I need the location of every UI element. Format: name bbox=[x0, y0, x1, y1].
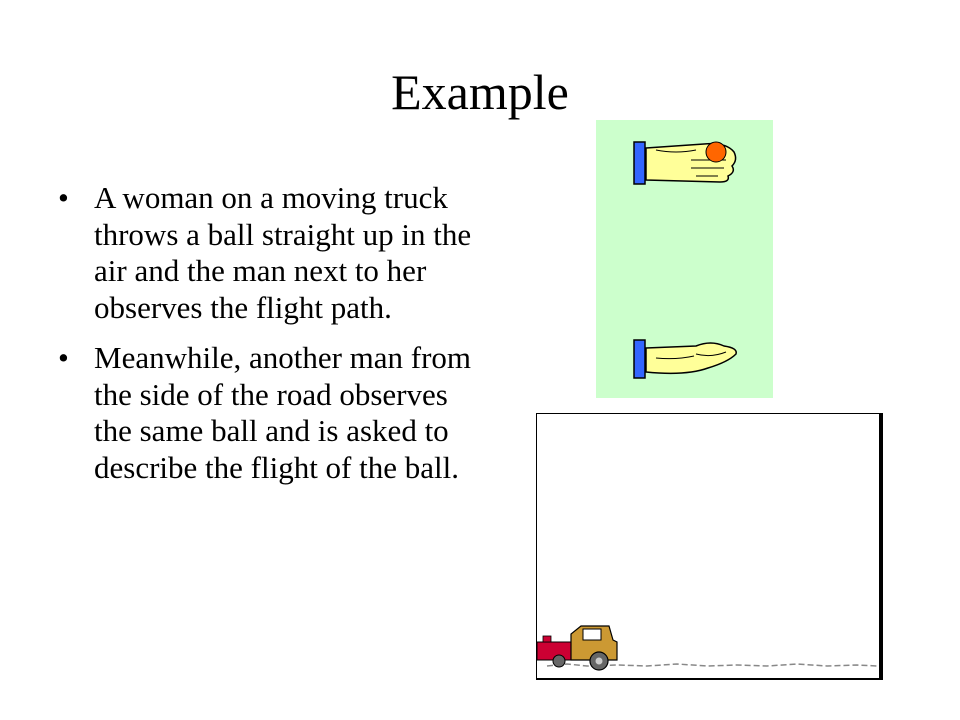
hand-holding-ball-icon bbox=[634, 142, 736, 184]
bullet-item bbox=[58, 180, 478, 326]
bullet-item bbox=[58, 340, 478, 486]
bullet-list bbox=[58, 180, 478, 500]
bullet-dot: • bbox=[58, 340, 69, 375]
bullet-text: Meanwhile, another man from the side of the road observes the same ball and is asked to describe the flight of the ball. bbox=[94, 340, 472, 485]
bullet-text: A woman on a moving truck throws a ball straight up in the air and the man next to her observes the flight path. bbox=[94, 180, 472, 325]
hand-animation-panel bbox=[596, 120, 773, 398]
truck-animation-frame bbox=[536, 413, 883, 680]
slide-title: Example bbox=[391, 64, 569, 120]
lower-sleeve bbox=[634, 340, 645, 378]
bullet-dot: • bbox=[58, 180, 69, 215]
rear-wheel bbox=[553, 655, 565, 667]
upper-sleeve bbox=[634, 142, 645, 184]
ball bbox=[706, 142, 726, 162]
moving-truck-icon bbox=[537, 626, 617, 670]
open-hand-icon bbox=[634, 340, 736, 378]
